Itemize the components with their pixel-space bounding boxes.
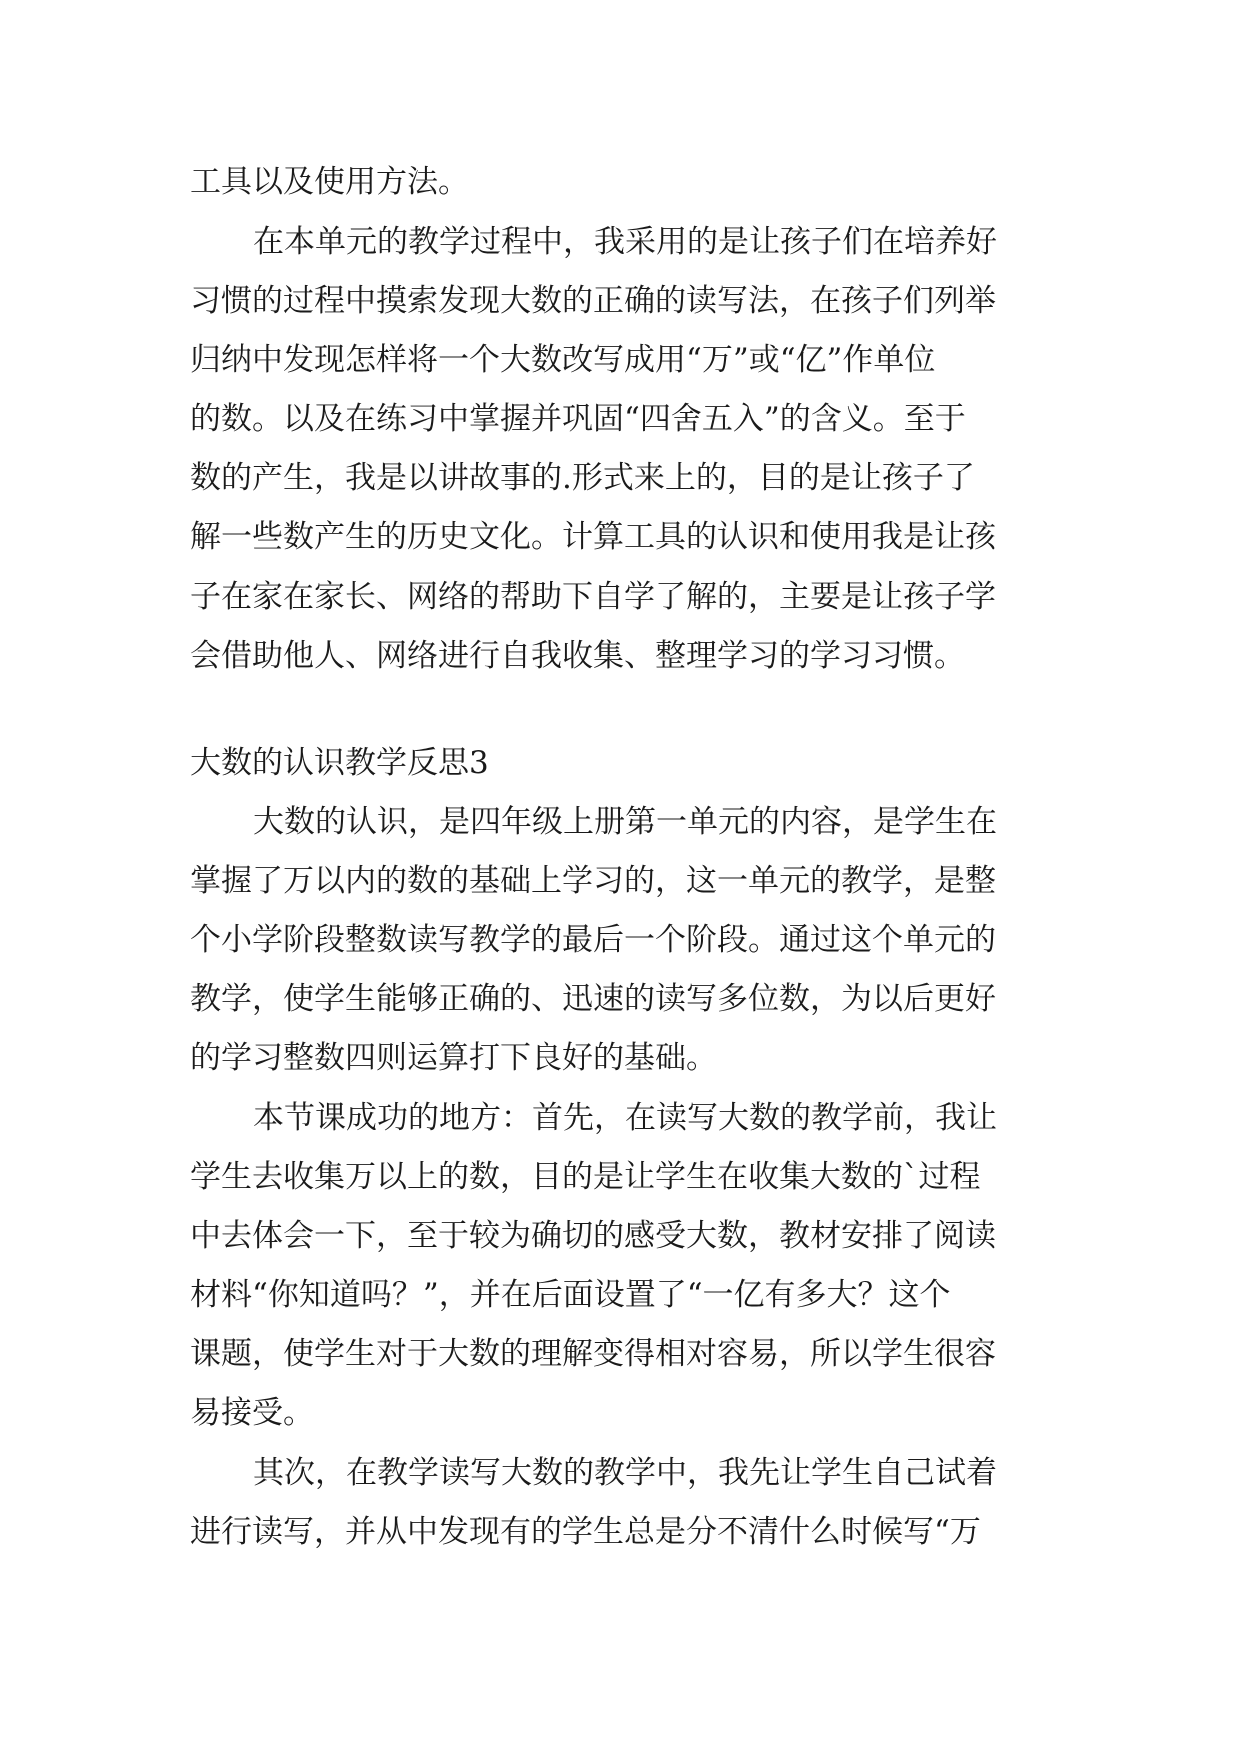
text-line: 数的产生，我是以讲故事的.形式来上的，目的是让孩子了 xyxy=(190,460,975,496)
text-line: 大数的认识，是四年级上册第一单元的内容，是学生在 xyxy=(253,804,997,840)
text-line: 子在家在家长、网络的帮助下自学了解的，主要是让孩子学 xyxy=(190,579,996,615)
section-heading: 大数的认识教学反思3 xyxy=(190,745,489,781)
text-line: 习惯的过程中摸索发现大数的正确的读写法，在孩子们列举 xyxy=(190,283,996,319)
text-line: 教学，使学生能够正确的、迅速的读写多位数，为以后更好 xyxy=(190,981,996,1017)
text-line: 个小学阶段整数读写教学的最后一个阶段。通过这个单元的 xyxy=(190,922,996,958)
text-line: 工具以及使用方法。 xyxy=(190,164,469,200)
text-line: 学生去收集万以上的数，目的是让学生在收集大数的`过程 xyxy=(190,1159,981,1195)
text-line: 课题，使学生对于大数的理解变得相对容易，所以学生很容 xyxy=(190,1336,996,1372)
text-line: 易接受。 xyxy=(190,1395,314,1431)
text-line: 进行读写，并从中发现有的学生总是分不清什么时候写“万 xyxy=(190,1514,981,1550)
text-line: 掌握了万以内的数的基础上学习的，这一单元的教学，是整 xyxy=(190,863,996,899)
text-line: 归纳中发现怎样将一个大数改写成用“万”或“亿”作单位 xyxy=(190,342,936,378)
text-line: 本节课成功的地方：首先，在读写大数的教学前，我让 xyxy=(253,1100,997,1136)
text-line: 解一些数产生的历史文化。计算工具的认识和使用我是让孩 xyxy=(190,519,996,555)
text-line: 的数。以及在练习中掌握并巩固“四舍五入”的含义。至于 xyxy=(190,401,966,437)
text-line: 其次，在教学读写大数的教学中，我先让学生自己试着 xyxy=(253,1455,997,1491)
text-line: 在本单元的教学过程中，我采用的是让孩子们在培养好 xyxy=(253,224,997,260)
text-line: 的学习整数四则运算打下良好的基础。 xyxy=(190,1040,717,1076)
text-line: 材料“你知道吗？”，并在后面设置了“一亿有多大？这个 xyxy=(190,1277,951,1313)
text-line: 会借助他人、网络进行自我收集、整理学习的学习习惯。 xyxy=(190,638,965,674)
text-line: 中去体会一下，至于较为确切的感受大数，教材安排了阅读 xyxy=(190,1218,996,1254)
